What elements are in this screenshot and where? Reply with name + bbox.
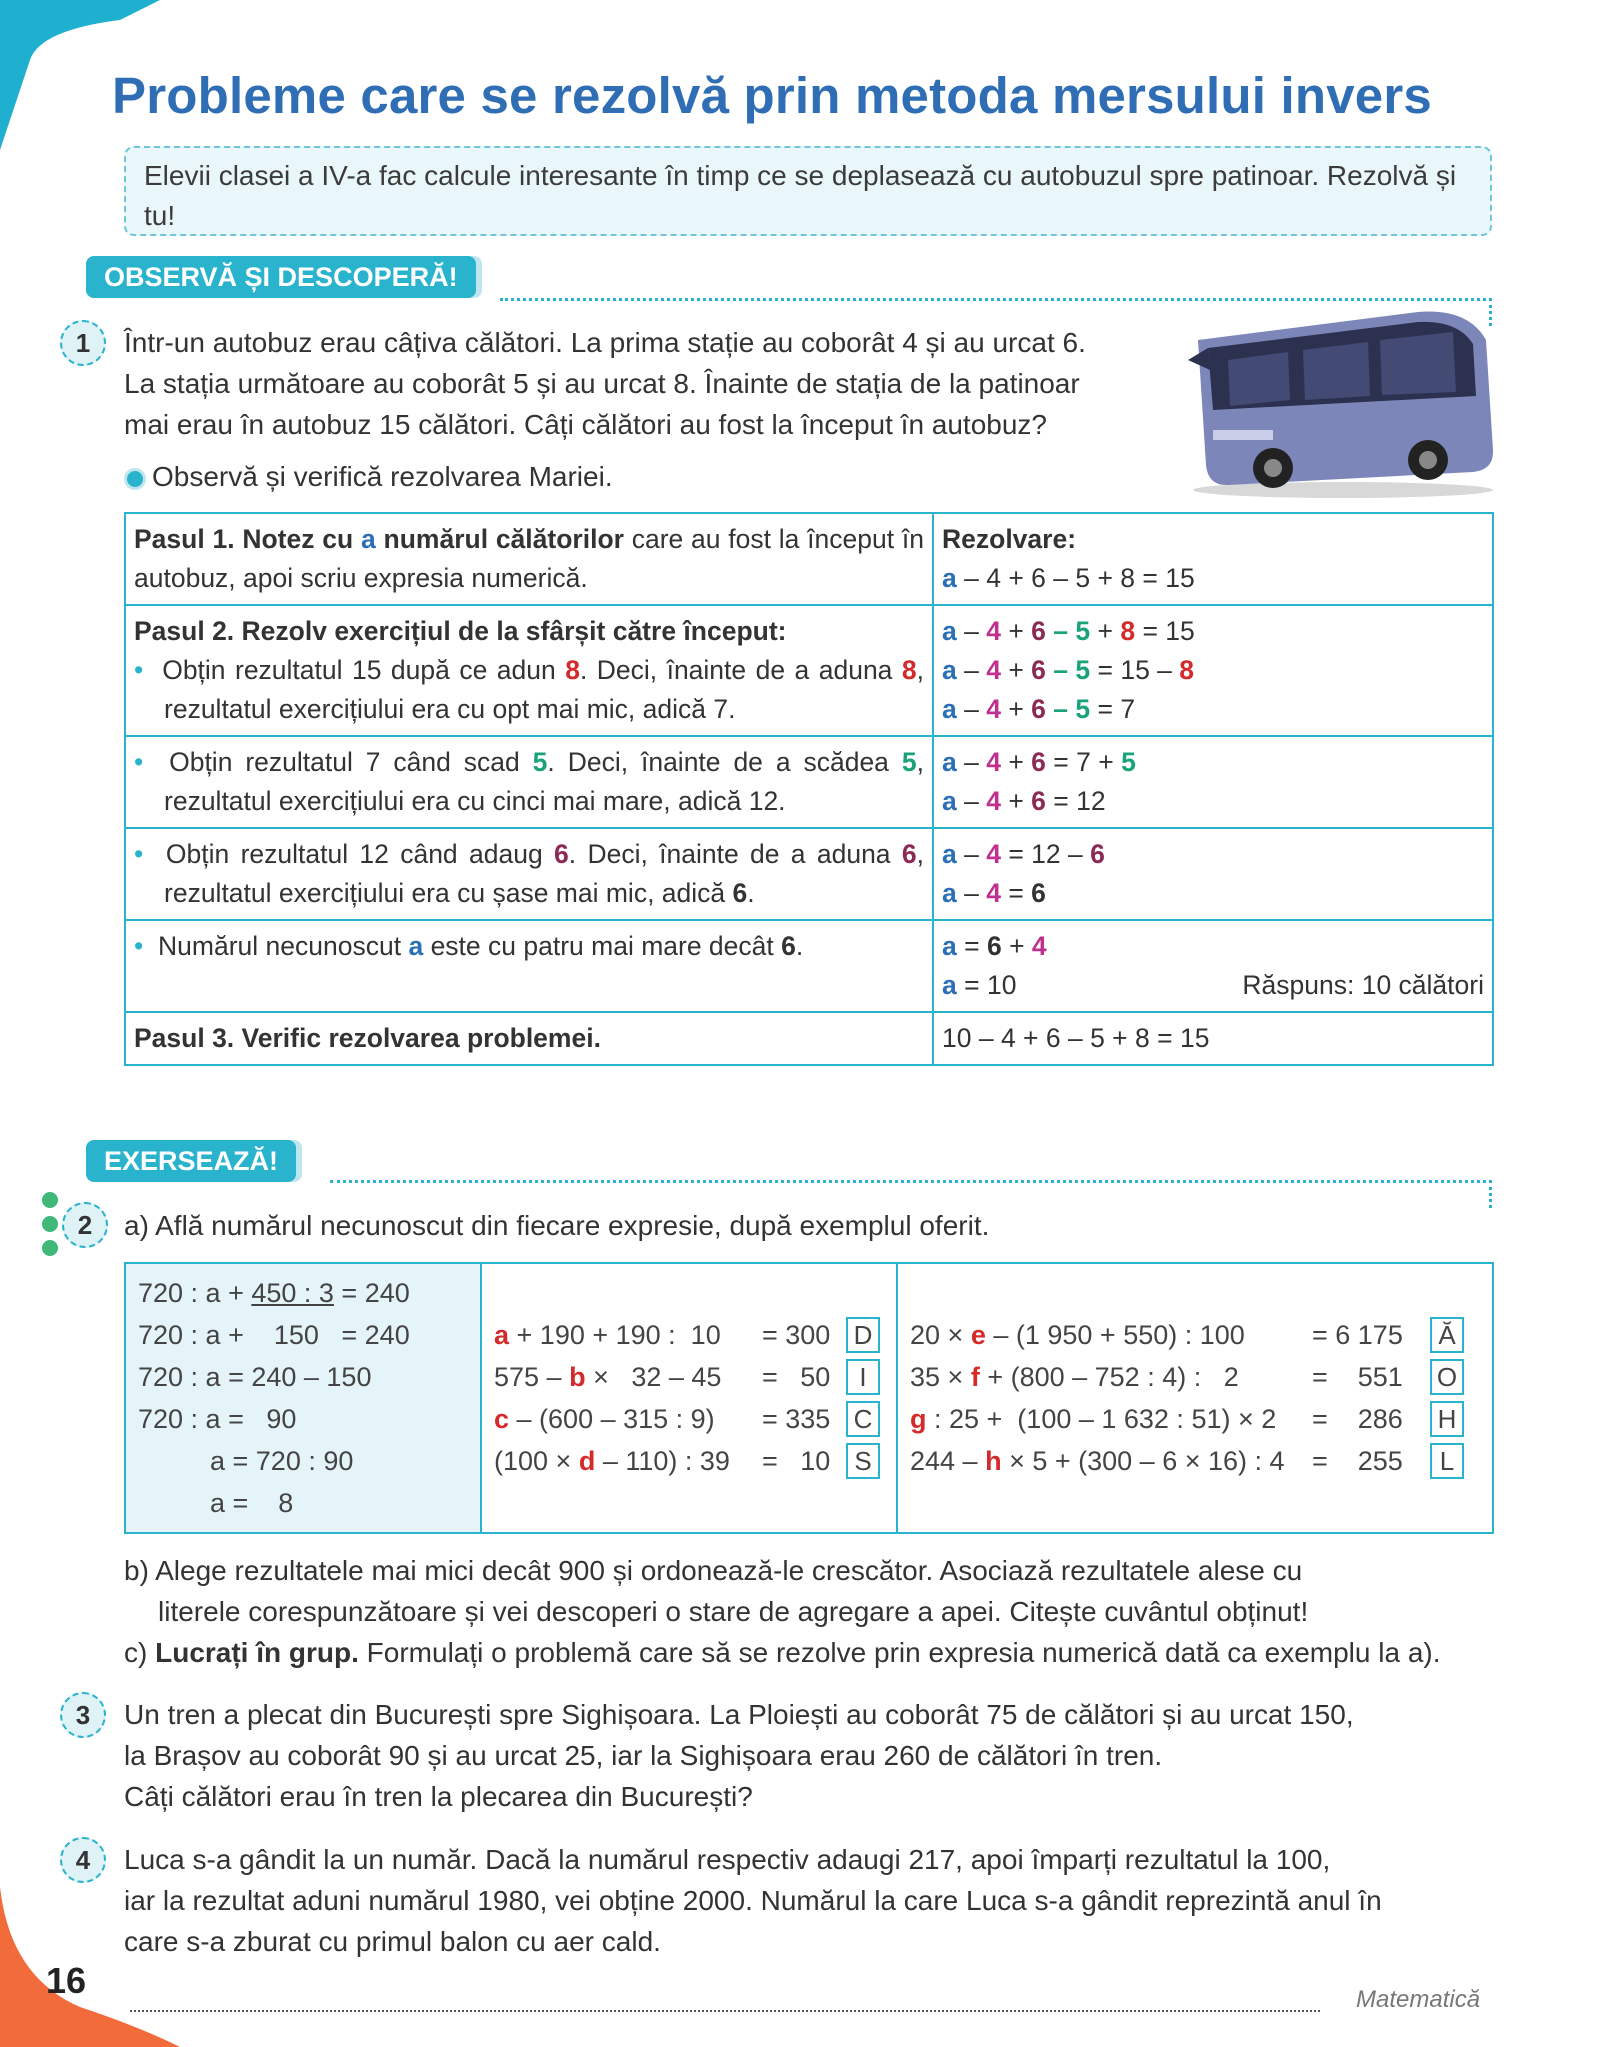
letter-box: L: [1430, 1443, 1464, 1479]
problem-2c-line: c) Lucrați în grup. Formulați o problemă care să se rezolve prin expresia numerică dată ca exemplu la a).: [124, 1637, 1441, 1668]
dots-icon: [38, 1190, 62, 1260]
example-line: 720 : a = 90: [138, 1404, 297, 1434]
example-line: 720 : a = 240 – 150: [138, 1362, 372, 1392]
section-divider: [330, 1180, 1492, 1183]
page-title: Probleme care se rezolvă prin metoda mersului invers: [112, 67, 1432, 124]
bullet-icon: [124, 468, 146, 490]
step-text: Rezolv exercițiul de la sfârșit către început:: [241, 616, 787, 646]
section-tag-observe: OBSERVĂ ȘI DESCOPERĂ!: [86, 256, 476, 298]
problem-1-line: Într-un autobuz erau câțiva călători. La prima stație au coborât 4 și au urcat 6.: [124, 327, 1086, 358]
letter-box: C: [846, 1401, 880, 1437]
letter-box: H: [1430, 1401, 1464, 1437]
step-2-cell: [125, 605, 933, 736]
section-divider-end: [1489, 1180, 1492, 1208]
problem-3-line: la Brașov au coborât 90 și au urcat 25, iar la Sighișoara erau 260 de călători în tren.: [124, 1740, 1163, 1771]
step-2b-math: a – 4 + 6 = 7 + 5 a – 4 + 6 = 12: [933, 736, 1493, 828]
problem-1-line: mai erau în autobuz 15 călători. Câți călători au fost la început în autobuz?: [124, 409, 1048, 440]
expression-row: g : 25 + (100 – 1 632 : 51) × 2 = 286 H: [910, 1398, 1480, 1440]
problem-4-line: care s-a zburat cu primul balon cu aer cald.: [124, 1926, 661, 1957]
section-tag-practice: EXERSEAZĂ!: [86, 1140, 296, 1182]
step-2d-cell: • Numărul necunoscut a este cu patru mai mare decât 6.: [125, 920, 933, 1012]
step-2b-cell: • Obțin rezultatul 7 când scad 5. Deci, înainte de a scădea 5, rezultatul exercițiului era cu cinci mai mare, adică 12.: [125, 736, 933, 828]
solution-table: [124, 512, 1494, 1066]
letter-box: D: [846, 1317, 880, 1353]
problem-2b-line: literele corespunzătoare și vei descoperi o stare de agregare a apei. Citește cuvântul obținut!: [158, 1596, 1309, 1627]
problem-2a-text: a) Află numărul necunoscut din fiecare expresie, după exemplul oferit.: [124, 1210, 990, 1241]
expression-row: 35 × f + (800 – 752 : 4) : 2 = 551 O: [910, 1356, 1480, 1398]
bus-illustration: [1168, 300, 1498, 500]
example-line: 720 : a + 150 = 240: [138, 1320, 410, 1350]
step-text: Notez cu: [242, 524, 354, 554]
letter-box: O: [1430, 1359, 1464, 1395]
observe-instruction: [124, 456, 613, 497]
problem-2b-text: [124, 1550, 1494, 1673]
problem-number-1: 1: [60, 320, 106, 366]
letter-box: I: [846, 1359, 880, 1395]
problem-number-3: 3: [60, 1692, 106, 1738]
step-text: Verific rezolvarea problemei.: [241, 1023, 601, 1053]
problem-4-line: Luca s-a gândit la un număr. Dacă la numărul respectiv adaugi 217, apoi împarți rezultatul la 100,: [124, 1844, 1331, 1875]
expressions-col-2: [481, 1263, 897, 1533]
problem-1-line: La stația următoare au coborât 5 și au urcat 8. Înainte de stația de la patinoar: [124, 368, 1080, 399]
problem-number-4: 4: [60, 1837, 106, 1883]
expressions-col-3: [897, 1263, 1493, 1533]
variable-a: a: [360, 524, 376, 554]
verify-cell: 10 – 4 + 6 – 5 + 8 = 15: [933, 1012, 1493, 1065]
example-line: a = 720 : 90: [210, 1446, 354, 1476]
step-label: Pasul 3.: [134, 1023, 235, 1053]
step-label: Pasul 1.: [134, 524, 235, 554]
problem-4-line: iar la rezultat aduni numărul 1980, vei obține 2000. Numărul la care Luca s-a gândit reprezintă anul în: [124, 1885, 1382, 1916]
example-line: a = 8: [210, 1488, 294, 1518]
problem-1-text: [124, 322, 1086, 445]
step-text: numărul călătorilor: [383, 524, 624, 554]
problem-number-2: 2: [62, 1202, 108, 1248]
problem-2b-line: b) Alege rezultatele mai mici decât 900 și ordonează-le crescător. Asociază rezultatele alese cu: [124, 1555, 1303, 1586]
example-line: 720 : a + 450 : 3 = 240: [138, 1278, 410, 1308]
step-2d-math: a = 6 + 4 a = 10 Răspuns: 10 călători: [933, 920, 1493, 1012]
rezolvare-cell: [933, 513, 1493, 605]
expression-row: (100 × d – 110) : 39 = 10 S: [494, 1440, 884, 1482]
footer-divider: [130, 2010, 1320, 2012]
step-2c-cell: • Obțin rezultatul 12 când adaug 6. Deci, înainte de a aduna 6, rezultatul exercițiului era cu șase mai mic, adică 6.: [125, 828, 933, 920]
expression-row: 575 – b × 32 – 45 = 50 I: [494, 1356, 884, 1398]
step-1-cell: [125, 513, 933, 605]
answer-text: Răspuns: 10 călători: [1242, 970, 1484, 1000]
exercise-table: [124, 1262, 1494, 1534]
example-cell: [125, 1263, 481, 1533]
expression: a – 4 + 6 – 5 + 8 = 15: [942, 563, 1195, 593]
letter-box: Ă: [1430, 1317, 1464, 1353]
observe-text: Observă și verifică rezolvarea Mariei.: [152, 461, 613, 492]
problem-3-text: [124, 1694, 1354, 1817]
footer-subject: Matematică: [1356, 1986, 1481, 2013]
step-2c-math: a – 4 = 12 – 6 a – 4 = 6: [933, 828, 1493, 920]
step-text: care au fost la început în autobuz, apoi scriu expresia numerică.: [134, 524, 924, 593]
intro-box: Elevii clasei a IV-a fac calcule interesante în timp ce se deplasează cu autobuzul spre patinoar. Rezolvă și tu!: [124, 146, 1492, 236]
problem-3-line: Un tren a plecat din București spre Sighișoara. La Ploiești au coborât 75 de călători și au urcat 150,: [124, 1699, 1354, 1730]
expression-row: 20 × e – (1 950 + 550) : 100 = 6 175 Ă: [910, 1314, 1480, 1356]
problem-4-text: [124, 1839, 1382, 1962]
expression-row: 244 – h × 5 + (300 – 6 × 16) : 4 = 255 L: [910, 1440, 1480, 1482]
letter-box: S: [846, 1443, 880, 1479]
page-number: 16: [46, 1960, 87, 2001]
rezolvare-label: Rezolvare:: [942, 524, 1077, 554]
problem-3-line: Câți călători erau în tren la plecarea din București?: [124, 1781, 753, 1812]
step-bullet: • Obțin rezultatul 15 după ce adun 8. Deci, înainte de a aduna 8, rezultatul exercițiului era cu opt mai mic, adică 7.: [134, 655, 925, 724]
step-2-math: a – 4 + 6 – 5 + 8 = 15 a – 4 + 6 – 5 = 15 – 8 a – 4 + 6 – 5 = 7: [933, 605, 1493, 736]
step-3-cell: [125, 1012, 933, 1065]
expression-row: c – (600 – 315 : 9) = 335 C: [494, 1398, 884, 1440]
step-label: Pasul 2.: [134, 616, 235, 646]
expression-row: a + 190 + 190 : 10 = 300 D: [494, 1314, 884, 1356]
